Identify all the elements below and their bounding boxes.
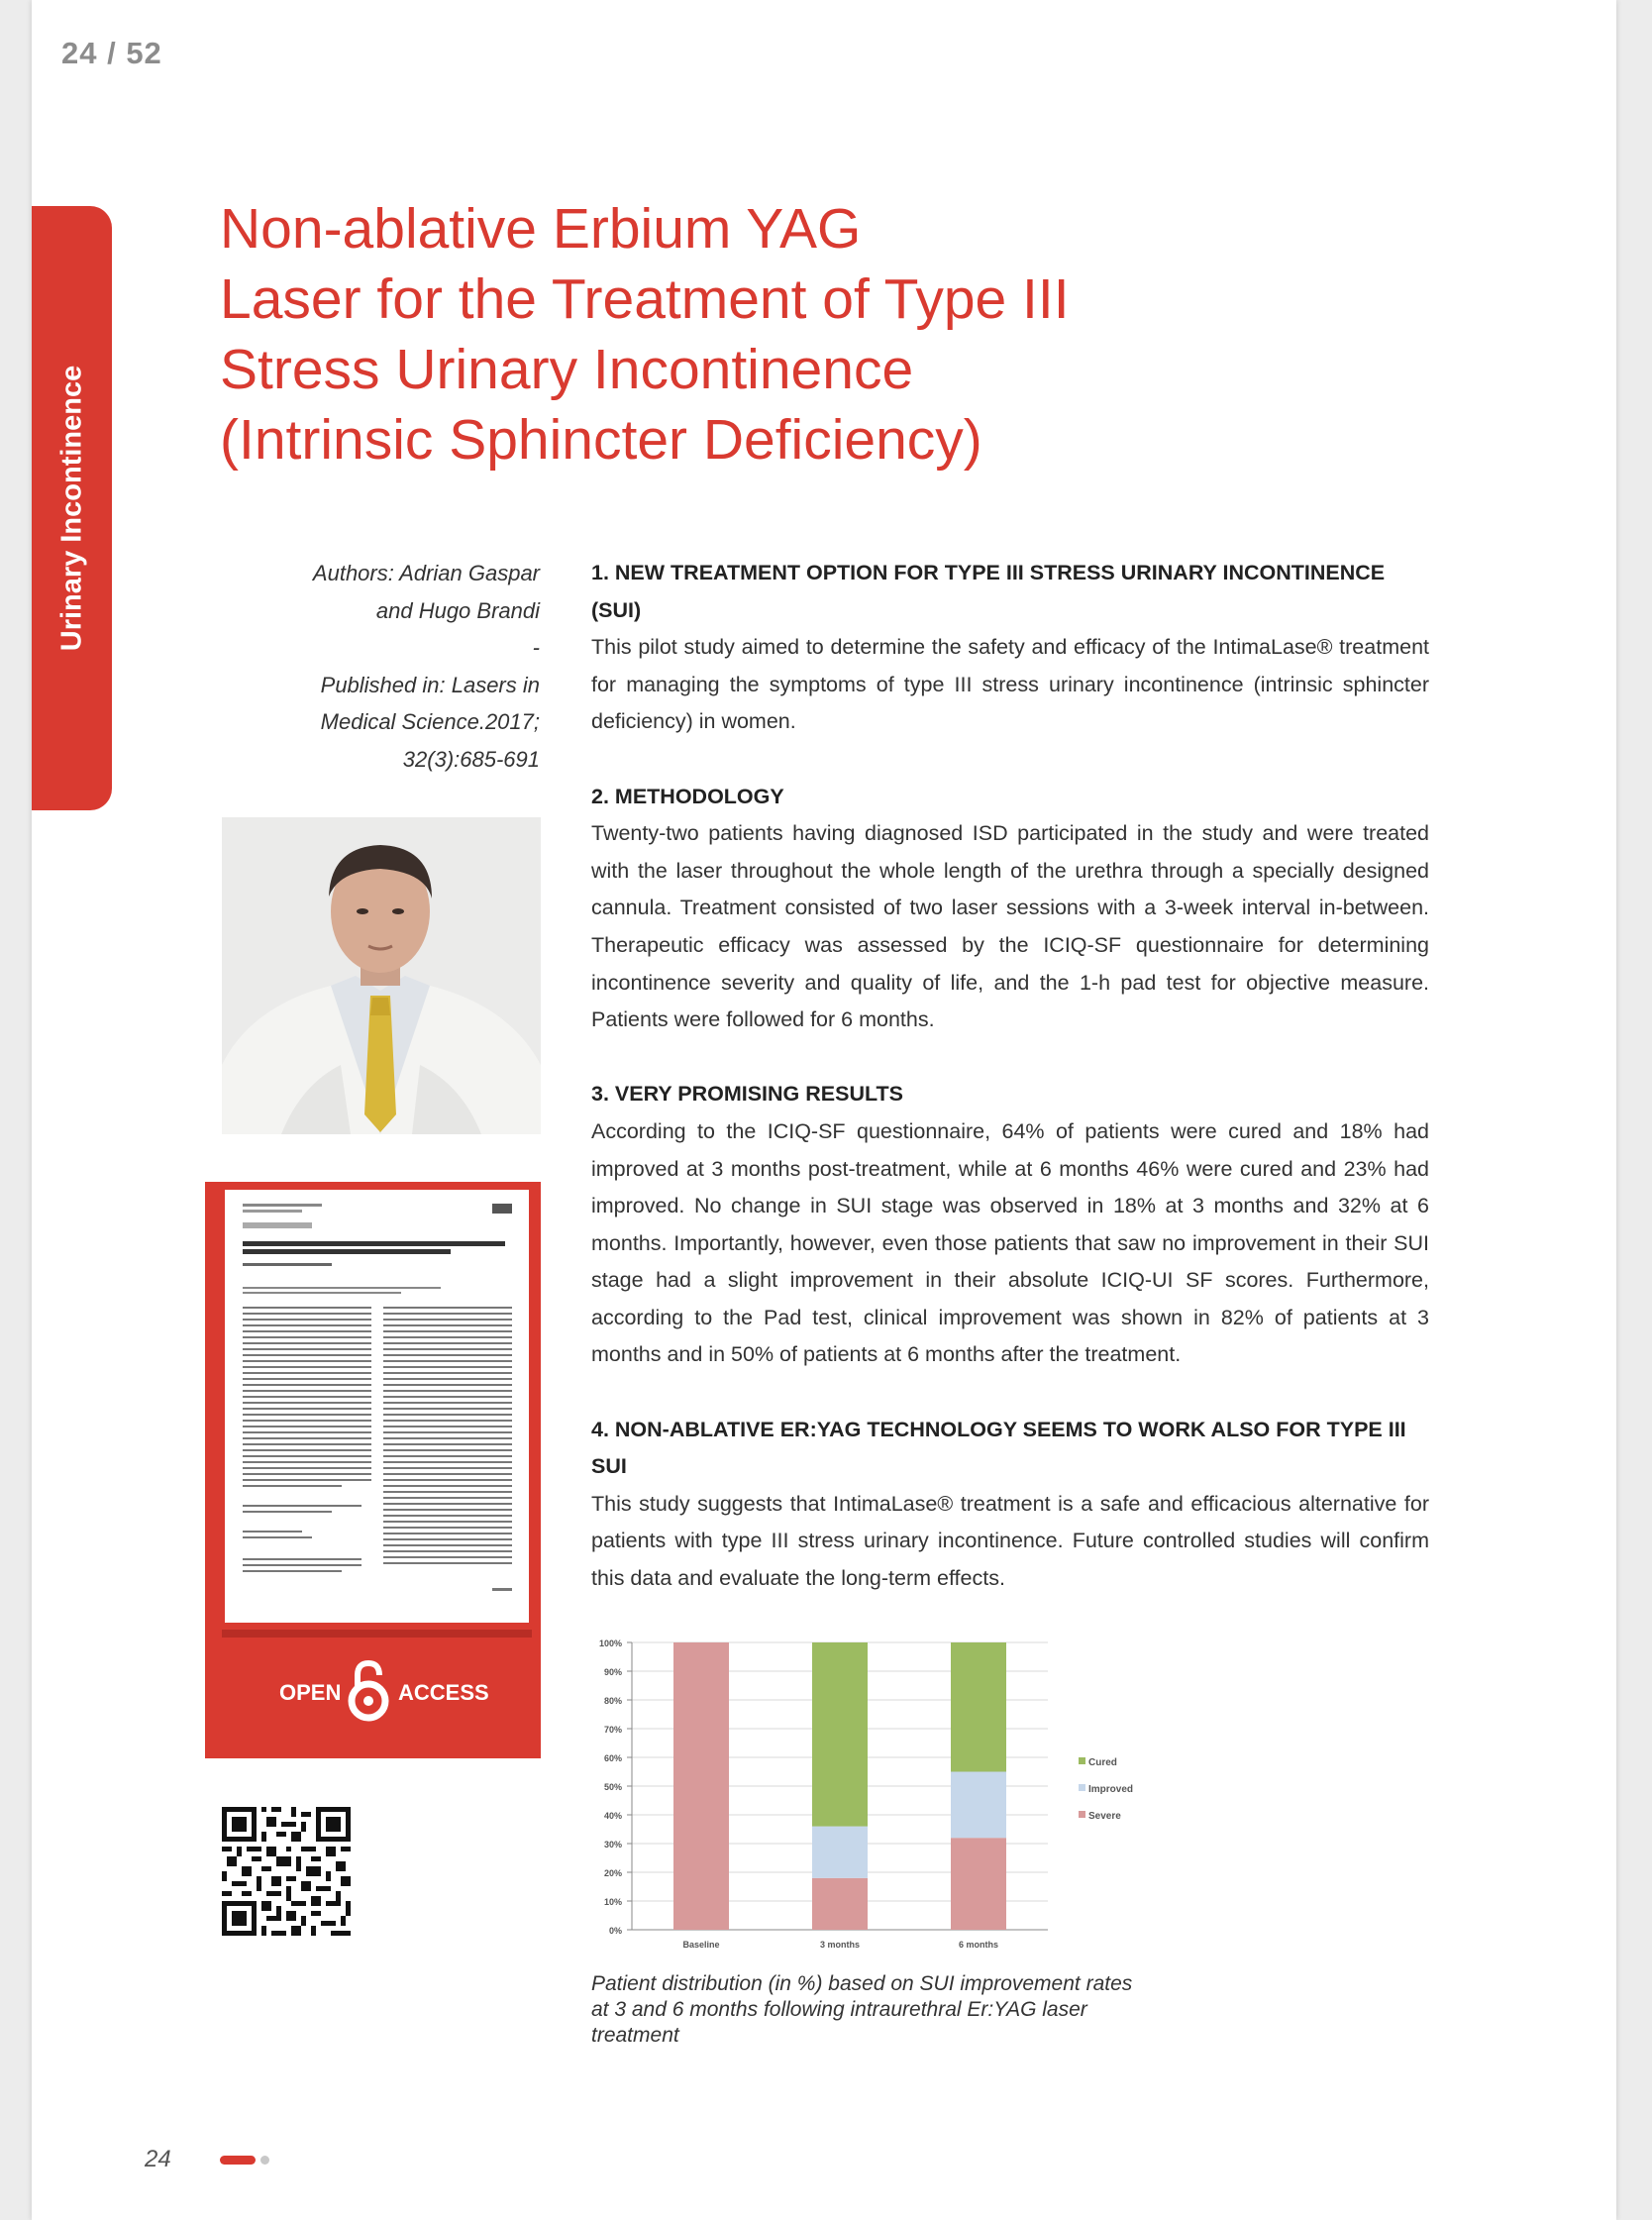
y-tick-label: 20% bbox=[603, 1868, 622, 1878]
bar-segment-improved bbox=[812, 1827, 868, 1878]
y-tick-label: 100% bbox=[598, 1639, 622, 1648]
next-page-dot[interactable] bbox=[260, 2156, 269, 2165]
stacked-bar-chart bbox=[586, 1633, 1161, 1950]
y-tick-label: 60% bbox=[603, 1753, 622, 1763]
legend-label: Cured bbox=[1088, 1757, 1117, 1768]
side-tab-label: Urinary Incontinence bbox=[55, 365, 87, 652]
qr-code-icon[interactable] bbox=[222, 1807, 351, 1936]
y-tick-label: 50% bbox=[603, 1782, 622, 1792]
paper-first-page-preview bbox=[222, 1187, 532, 1626]
section-text: This study suggests that IntimaLase® treatment is a safe and efficacious alternative for patients with type III stress urinary incontinence. Future controlled studies will confirm this data and evaluate the long-term effects. bbox=[591, 1491, 1429, 1591]
title-line: Stress Urinary Incontinence bbox=[220, 338, 914, 401]
legend-swatch bbox=[1079, 1757, 1085, 1764]
y-tick-label: 30% bbox=[603, 1840, 622, 1850]
open-access-lock-icon bbox=[346, 1657, 391, 1723]
paper-thumbnail[interactable] bbox=[205, 1182, 541, 1758]
legend-swatch bbox=[1079, 1811, 1085, 1818]
section-heading: 1. NEW TREATMENT OPTION FOR TYPE III STRESS URINARY INCONTINENCE (SUI) bbox=[591, 561, 1386, 622]
qr-code-image bbox=[222, 1807, 351, 1936]
title-line: Laser for the Treatment of Type III bbox=[220, 267, 1070, 331]
authors-separator: - bbox=[532, 635, 540, 661]
section-side-tab bbox=[32, 206, 112, 810]
authors-block bbox=[238, 555, 540, 779]
thumbnail-shadow-strip bbox=[222, 1630, 532, 1638]
legend-swatch bbox=[1079, 1784, 1085, 1791]
x-tick-label: 3 months bbox=[819, 1940, 861, 1950]
legend-label: Improved bbox=[1088, 1784, 1134, 1795]
results-chart bbox=[586, 1633, 1161, 1950]
section-text: This pilot study aimed to determine the safety and efficacy of the IntimaLase® treatment for managing the symptoms of type III stress urinary incontinence (intrinsic sphincter deficiency) in women. bbox=[591, 635, 1429, 734]
paper-preview-image bbox=[225, 1190, 529, 1623]
chart-caption: Patient distribution (in %) based on SUI improvement rates at 3 and 6 months following intraurethral Er:YAG laser treatment bbox=[591, 1972, 1133, 2047]
legend-label: Severe bbox=[1088, 1811, 1121, 1822]
section-text: According to the ICIQ-SF questionnaire, 64% of patients were cured and 18% had improved at 3 months post-treatment, while at 6 months 46% were cured and 23% had improved. No change in SUI stage was observed in 18% at 3 months and 32% at 6 months. Importantly, however, even those patients that saw no improvement in their SUI stage had a slight improvement in their absolute ICIQ-UI SF scores. Furthermore, according to the Pad test, clinical improvement was shown in 82% of patients at 3 months and in 50% of patients at 6 months after the treatment. bbox=[591, 1118, 1429, 1367]
open-access-badge bbox=[205, 1652, 541, 1732]
bar-segment-severe bbox=[673, 1642, 729, 1930]
section-heading: 2. METHODOLOGY bbox=[591, 784, 784, 808]
x-tick-label: Baseline bbox=[682, 1940, 720, 1950]
title-line: Non-ablative Erbium YAG bbox=[220, 197, 862, 261]
section-text: Twenty-two patients having diagnosed ISD participated in the study and were treated with the laser throughout the whole length of the urethra through a specially designed cannula. Treatment consisted of two laser sessions with a 3-week interval in-between. Therapeutic efficacy was assessed by the ICIQ-SF questionnaire for determining incontinence severity and quality of life, and the 1-h pad test for objective measure. Patients were followed for 6 months. bbox=[591, 821, 1429, 1032]
y-tick-label: 90% bbox=[603, 1667, 622, 1677]
bar-segment-cured bbox=[951, 1642, 1006, 1772]
y-tick-label: 80% bbox=[603, 1696, 622, 1706]
published-line: 32(3):685-691 bbox=[402, 746, 540, 772]
article-body bbox=[591, 555, 1429, 1635]
author-portrait-image bbox=[222, 817, 541, 1134]
footer-page-number: 24 bbox=[145, 2146, 171, 2172]
bar-segment-cured bbox=[812, 1642, 868, 1827]
section-heading: 4. NON-ABLATIVE ER:YAG TECHNOLOGY SEEMS TO WORK ALSO FOR TYPE III SUI bbox=[591, 1417, 1406, 1479]
section-heading: 3. VERY PROMISING RESULTS bbox=[591, 1082, 903, 1107]
authors-line: Authors: Adrian Gaspar bbox=[312, 561, 540, 585]
current-page-dot bbox=[220, 2156, 256, 2165]
article-title bbox=[220, 194, 1309, 476]
authors-line: and Hugo Brandi bbox=[375, 597, 540, 623]
x-tick-label: 6 months bbox=[958, 1940, 999, 1950]
y-tick-label: 40% bbox=[603, 1811, 622, 1821]
open-access-label-right: ACCESS bbox=[398, 1680, 489, 1705]
title-line: (Intrinsic Sphincter Deficiency) bbox=[220, 408, 982, 472]
bar-segment-improved bbox=[951, 1772, 1006, 1839]
page-indicator: 24 / 52 bbox=[61, 36, 162, 70]
published-line: Published in: Lasers in bbox=[320, 672, 540, 697]
published-line: Medical Science.2017; bbox=[320, 709, 540, 735]
open-access-label-left: OPEN bbox=[279, 1680, 342, 1705]
y-tick-label: 10% bbox=[603, 1897, 622, 1907]
y-tick-label: 0% bbox=[608, 1926, 622, 1936]
y-tick-label: 70% bbox=[603, 1725, 622, 1735]
bar-segment-severe bbox=[812, 1878, 868, 1930]
author-photo bbox=[222, 817, 541, 1134]
bar-segment-severe bbox=[951, 1838, 1006, 1930]
